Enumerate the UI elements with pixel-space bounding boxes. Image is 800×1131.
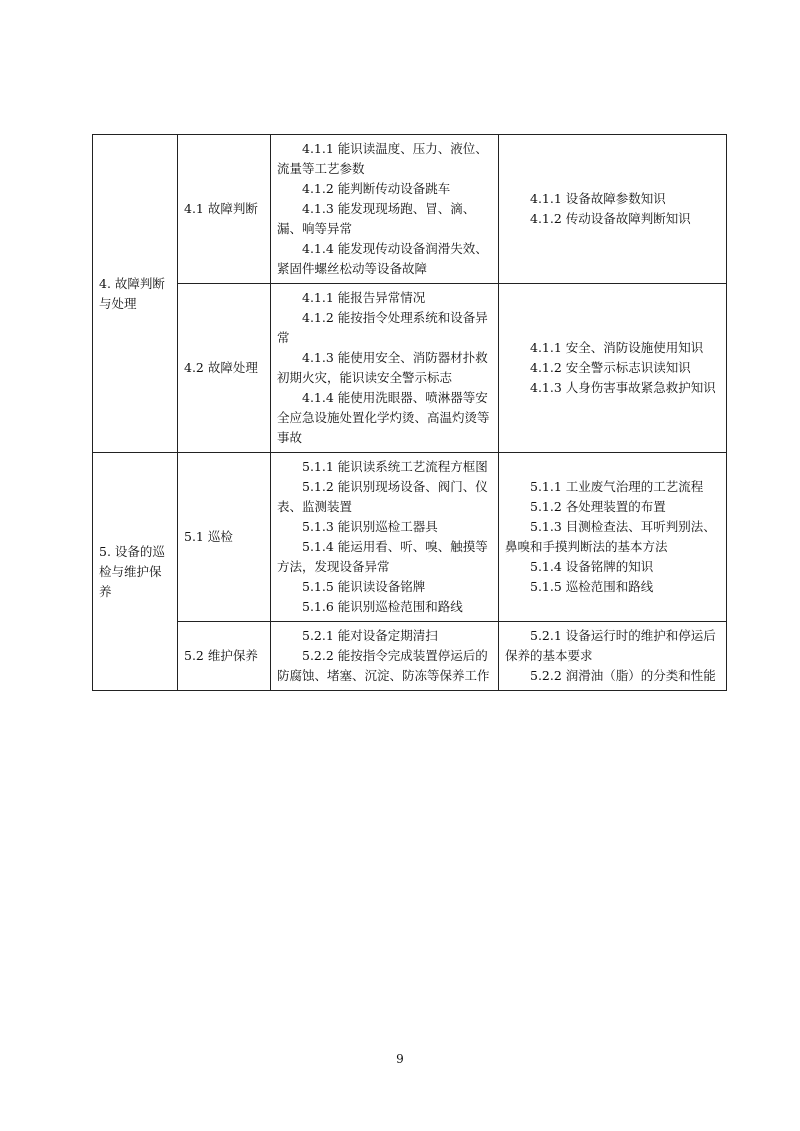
unit-cell: 5.2 维护保养 — [178, 622, 271, 691]
unit-cell: 4.1 故障判断 — [178, 135, 271, 284]
skill-item: 4.1.2 能判断传动设备跳车 — [302, 181, 451, 196]
knowledge-item: 5.1.2 各处理装置的布置 — [530, 499, 666, 514]
unit-cell: 4.2 故障处理 — [178, 284, 271, 453]
table-row — [93, 135, 727, 284]
knowledge-item: 5.2.2 润滑油（脂）的分类和性能 — [530, 668, 716, 683]
knowledge-item: 5.2.1 设备运行时的维护和停运后保养的基本要求 — [505, 628, 716, 663]
skills-cell — [271, 135, 499, 284]
knowledge-item: 4.1.1 设备故障参数知识 — [530, 191, 666, 206]
table-row — [93, 622, 727, 691]
unit-cell: 5.1 巡检 — [178, 453, 271, 622]
skill-item: 5.1.6 能识别巡检范围和路线 — [302, 599, 463, 614]
page-number: 9 — [396, 1052, 404, 1066]
category-cell: 4. 故障判断与处理 — [93, 135, 178, 453]
skill-item: 4.1.2 能按指令处理系统和设备异常 — [277, 310, 488, 345]
skills-cell — [271, 284, 499, 453]
skills-cell — [271, 453, 499, 622]
knowledge-item: 5.1.4 设备铭牌的知识 — [530, 559, 654, 574]
skill-item: 5.1.3 能识别巡检工器具 — [302, 519, 438, 534]
skill-item: 5.1.2 能识别现场设备、阀门、仪表、监测装置 — [277, 479, 488, 514]
skill-item: 4.1.1 能识读温度、压力、液位、流量等工艺参数 — [277, 141, 488, 176]
knowledge-item: 4.1.1 安全、消防设施使用知识 — [530, 340, 704, 355]
skills-cell — [271, 622, 499, 691]
knowledge-item: 5.1.3 目测检查法、耳听判别法、鼻嗅和手摸判断法的基本方法 — [505, 519, 716, 554]
knowledge-item: 5.1.5 巡检范围和路线 — [530, 579, 654, 594]
skill-item: 5.1.1 能识读系统工艺流程方框图 — [302, 459, 488, 474]
skill-item: 5.2.1 能对设备定期清扫 — [302, 628, 438, 643]
knowledge-item: 4.1.2 安全警示标志识读知识 — [530, 360, 691, 375]
skill-item: 5.1.5 能识读设备铭牌 — [302, 579, 426, 594]
table-row — [93, 453, 727, 622]
skill-item: 5.1.4 能运用看、听、嗅、触摸等方法，发现设备异常 — [277, 539, 488, 574]
category-cell: 5. 设备的巡检与维护保养 — [93, 453, 178, 691]
knowledge-item: 5.1.1 工业废气治理的工艺流程 — [530, 479, 704, 494]
skill-item: 5.2.2 能按指令完成装置停运后的防腐蚀、堵塞、沉淀、防冻等保养工作 — [277, 648, 490, 683]
knowledge-cell — [499, 135, 727, 284]
skill-item: 4.1.4 能发现传动设备润滑失效、紧固件螺丝松动等设备故障 — [277, 241, 488, 276]
skill-item: 4.1.3 能使用安全、消防器材扑救初期火灾，能识读安全警示标志 — [277, 350, 488, 385]
skill-item: 4.1.1 能报告异常情况 — [302, 290, 426, 305]
table-row — [93, 284, 727, 453]
skills-table — [92, 134, 727, 691]
skill-item: 4.1.4 能使用洗眼器、喷淋器等安全应急设施处置化学灼烫、高温灼烫等事故 — [277, 390, 490, 445]
skill-item: 4.1.3 能发现现场跑、冒、滴、漏、响等异常 — [277, 201, 476, 236]
knowledge-cell — [499, 284, 727, 453]
knowledge-cell — [499, 622, 727, 691]
knowledge-cell — [499, 453, 727, 622]
knowledge-item: 4.1.3 人身伤害事故紧急救护知识 — [530, 380, 716, 395]
knowledge-item: 4.1.2 传动设备故障判断知识 — [530, 211, 691, 226]
